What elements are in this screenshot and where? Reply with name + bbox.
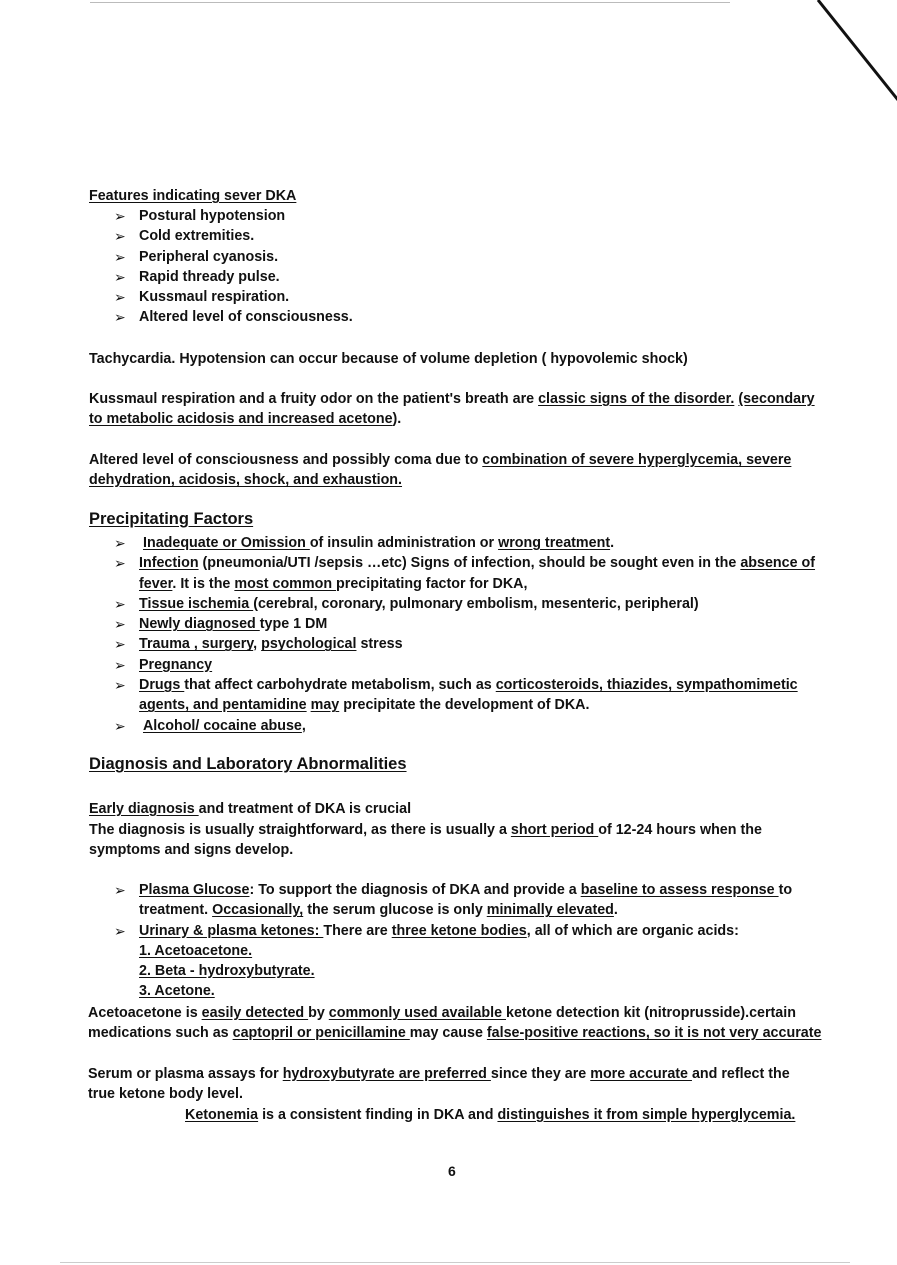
ketone-body-2: 2. Beta - hydroxybutyrate.	[139, 962, 315, 979]
kussmaul-paragraph: Kussmaul respiration and a fruity odor on the patient's breath are classic signs of the disorder. (secondary to metabolic acidosis and increased acetone).	[89, 391, 815, 427]
list-item: ➢ Tissue ischemia (cerebral, coronary, pulmonary embolism, mesenteric, peripheral)	[89, 594, 819, 614]
arrow-bullet-icon: ➢	[114, 289, 126, 306]
lab-abnormalities-section	[89, 880, 819, 1001]
arrow-bullet-icon: ➢	[114, 208, 126, 224]
list-item: ➢ Trauma , surgery, psychological stress	[89, 634, 819, 654]
ketone-body-1: 1. Acetoacetone.	[139, 942, 253, 959]
list-item: ➢ Rapid thready pulse.	[89, 267, 819, 287]
list-item: ➢ Peripheral cyanosis.	[89, 247, 819, 267]
list-item: ➢ Newly diagnosed type 1 DM	[89, 614, 819, 634]
page-number: 6	[448, 1163, 456, 1179]
list-item: ➢ Postural hypotension	[89, 206, 819, 226]
ketonemia-paragraph: Ketonemia is a consistent finding in DKA and distinguishes it from simple hyperglycemia.	[185, 1107, 796, 1123]
list-item: ➢ Infection (pneumonia/UTI /sepsis …etc) Signs of infection, should be sought even in the absence of fever. It is the most common precipitating factor for DKA,	[114, 555, 816, 592]
severe-dka-section	[89, 186, 819, 328]
tachycardia-paragraph: Tachycardia. Hypotension can occur because of volume depletion ( hypovolemic shock)	[89, 351, 688, 367]
list-item: ➢ Alcohol/ cocaine abuse,	[89, 716, 819, 736]
scan-corner-mark	[810, 0, 897, 110]
list-item: ➢ Cold extremities.	[89, 226, 819, 246]
arrow-bullet-icon: ➢	[114, 248, 126, 265]
serum-assay-paragraph: Serum or plasma assays for hydroxybutyrate are preferred since they are more accurate and reflect the true ketone body level.	[88, 1066, 790, 1102]
arrow-bullet-icon: ➢	[114, 677, 126, 694]
severe-dka-heading: Features indicating sever DKA	[89, 188, 297, 204]
list-item: ➢ Drugs that affect carbohydrate metabolism, such as corticosteroids, thiazides, sympathomimetic agents, and pentamidine may precipitate the development of DKA.	[114, 677, 798, 714]
diagnosis-paragraph: The diagnosis is usually straightforward, as there is usually a short period of 12-24 hours when the symptoms and signs develop.	[89, 822, 762, 858]
scan-edge-line	[90, 2, 730, 3]
arrow-bullet-icon: ➢	[114, 228, 126, 245]
arrow-bullet-icon: ➢	[114, 555, 126, 572]
arrow-bullet-icon: ➢	[114, 268, 126, 285]
list-item: ➢ Inadequate or Omission of insulin administration or wrong treatment.	[89, 533, 819, 553]
list-item: ➢ Urinary & plasma ketones: There are three ketone bodies, all of which are organic acids:	[89, 921, 819, 941]
arrow-bullet-icon: ➢	[114, 616, 126, 633]
arrow-bullet-icon: ➢	[114, 656, 126, 673]
severe-dka-list	[89, 206, 819, 328]
diagnosis-heading: Diagnosis and Laboratory Abnormalities	[89, 755, 407, 773]
arrow-bullet-icon: ➢	[114, 595, 126, 612]
list-item: ➢ Kussmaul respiration.	[89, 287, 819, 307]
precipitating-factors-heading: Precipitating Factors	[89, 510, 254, 528]
arrow-bullet-icon: ➢	[114, 717, 126, 734]
early-diagnosis-line: Early diagnosis and treatment of DKA is crucial	[89, 801, 412, 817]
arrow-bullet-icon: ➢	[114, 636, 126, 653]
arrow-bullet-icon: ➢	[114, 922, 126, 939]
ketone-body-3: 3. Acetone.	[139, 982, 215, 999]
list-item: ➢ Plasma Glucose: To support the diagnosis of DKA and provide a baseline to assess response to treatment. Occasionally, the serum glucose is only minimally elevated.	[114, 882, 793, 919]
list-item: ➢ Altered level of consciousness.	[89, 307, 819, 327]
precipitating-factors-list	[89, 533, 819, 736]
arrow-bullet-icon: ➢	[114, 882, 126, 898]
arrow-bullet-icon: ➢	[114, 535, 126, 551]
consciousness-paragraph: Altered level of consciousness and possibly coma due to combination of severe hyperglycemia, severe dehydration, acidosis, shock, and exhaustion.	[89, 452, 792, 488]
precipitating-factors-section	[89, 533, 819, 736]
lab-abnormalities-list	[89, 880, 819, 941]
list-item: ➢ Pregnancy	[89, 655, 819, 675]
arrow-bullet-icon: ➢	[114, 309, 126, 326]
scan-edge-line	[60, 1262, 850, 1263]
acetoacetone-paragraph: Acetoacetone is easily detected by commonly used available ketone detection kit (nitroprusside).certain medications such as captopril or penicillamine may cause false-positive reactions, so it is not very accurate	[88, 1005, 822, 1041]
